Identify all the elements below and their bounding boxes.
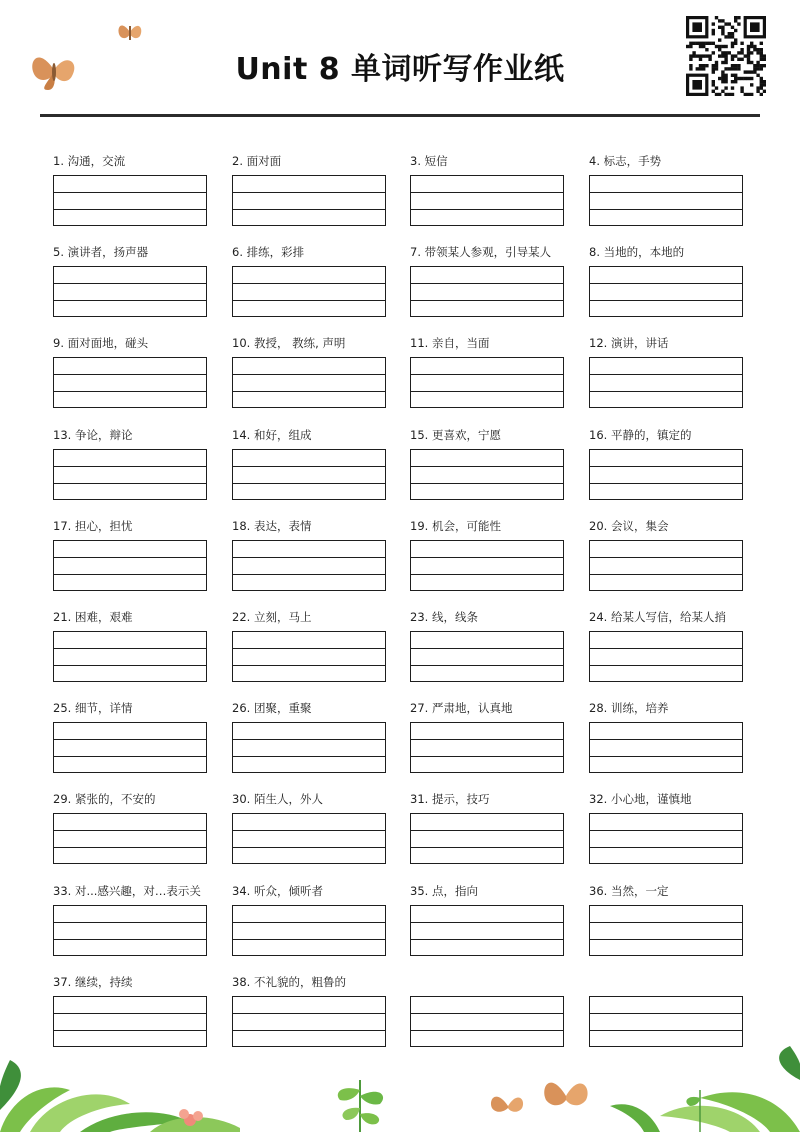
writing-line	[590, 665, 742, 666]
dictation-item	[232, 335, 386, 351]
answer-box[interactable]	[410, 266, 564, 317]
answer-box[interactable]	[589, 357, 743, 408]
answer-box[interactable]	[410, 449, 564, 500]
writing-line	[411, 648, 563, 649]
writing-line	[54, 847, 206, 848]
answer-box[interactable]	[232, 722, 386, 773]
dictation-item	[589, 335, 743, 351]
writing-line	[54, 466, 206, 467]
writing-line	[54, 391, 206, 392]
writing-line	[590, 922, 742, 923]
page-title: Unit 8 单词听写作业纸	[235, 52, 565, 87]
item-label: 11. 亲自，当面	[410, 336, 490, 351]
answer-box[interactable]	[53, 631, 207, 682]
dictation-item	[53, 244, 207, 260]
answer-box[interactable]	[589, 631, 743, 682]
writing-line	[233, 739, 385, 740]
writing-line	[54, 300, 206, 301]
dictation-item	[589, 791, 743, 807]
writing-line	[411, 192, 563, 193]
item-label: 2. 面对面	[232, 154, 282, 168]
answer-box[interactable]	[589, 996, 743, 1047]
dictation-item	[53, 974, 207, 990]
writing-line	[54, 209, 206, 210]
answer-box[interactable]	[232, 996, 386, 1047]
item-label: 14. 和好，组成	[232, 427, 312, 442]
answer-box[interactable]	[589, 813, 743, 864]
writing-line	[233, 1013, 385, 1014]
writing-line	[54, 574, 206, 575]
writing-line	[411, 665, 563, 666]
writing-line	[411, 756, 563, 757]
writing-line	[233, 665, 385, 666]
writing-line	[54, 1030, 206, 1031]
answer-box[interactable]	[53, 266, 207, 317]
answer-box[interactable]	[410, 905, 564, 956]
dictation-item	[589, 609, 743, 625]
writing-line	[233, 574, 385, 575]
writing-line	[54, 739, 206, 740]
writing-line	[590, 830, 742, 831]
writing-line	[54, 483, 206, 484]
answer-box[interactable]	[589, 905, 743, 956]
item-label: 16. 平静的，镇定的	[589, 427, 692, 442]
writing-line	[233, 391, 385, 392]
qr-code-icon	[686, 16, 766, 96]
writing-line	[411, 483, 563, 484]
writing-line	[411, 847, 563, 848]
writing-line	[411, 391, 563, 392]
item-label: 26. 团聚，重聚	[232, 701, 312, 716]
answer-box[interactable]	[53, 813, 207, 864]
answer-box[interactable]	[589, 266, 743, 317]
dictation-item	[232, 700, 386, 716]
writing-line	[411, 830, 563, 831]
dictation-item	[410, 609, 564, 625]
item-label: 38. 不礼貌的，粗鲁的	[232, 974, 346, 989]
dictation-item	[410, 518, 564, 534]
writing-line	[411, 922, 563, 923]
dictation-item	[53, 427, 207, 443]
dictation-item	[53, 518, 207, 534]
dictation-item	[410, 700, 564, 716]
item-label: 32. 小心地，谨慎地	[589, 792, 692, 807]
dictation-item	[232, 609, 386, 625]
writing-line	[54, 283, 206, 284]
dictation-item	[589, 883, 743, 899]
writing-line	[590, 466, 742, 467]
answer-box[interactable]	[410, 996, 564, 1047]
dictation-item	[232, 883, 386, 899]
dictation-item	[589, 244, 743, 260]
writing-line	[590, 648, 742, 649]
dictation-item	[589, 974, 743, 990]
dictation-item	[53, 153, 207, 169]
writing-line	[411, 739, 563, 740]
dictation-item	[410, 153, 564, 169]
writing-line	[54, 557, 206, 558]
writing-line	[233, 1030, 385, 1031]
answer-box[interactable]	[53, 996, 207, 1047]
dictation-item	[410, 427, 564, 443]
writing-line	[590, 483, 742, 484]
dictation-item	[410, 791, 564, 807]
writing-line	[233, 847, 385, 848]
writing-line	[233, 557, 385, 558]
butterfly-small-icon	[116, 18, 144, 46]
item-label: 31. 提示，技巧	[410, 792, 490, 807]
answer-box[interactable]	[53, 540, 207, 591]
item-label: 10. 教授， 教练, 声明	[232, 336, 346, 351]
item-label: 23. 线，线条	[410, 610, 478, 624]
item-label: 19. 机会，可能性	[410, 518, 501, 533]
dictation-item	[53, 335, 207, 351]
item-label: 33. 对...感兴趣，对…表示关	[53, 883, 201, 898]
writing-line	[590, 391, 742, 392]
answer-box[interactable]	[232, 631, 386, 682]
answer-box[interactable]	[232, 266, 386, 317]
item-label: 37. 继续，持续	[53, 974, 133, 989]
answer-box[interactable]	[410, 540, 564, 591]
answer-box[interactable]	[232, 540, 386, 591]
writing-line	[411, 557, 563, 558]
writing-line	[411, 939, 563, 940]
writing-line	[590, 192, 742, 193]
writing-line	[590, 939, 742, 940]
answer-box[interactable]	[53, 449, 207, 500]
writing-line	[54, 756, 206, 757]
writing-line	[590, 557, 742, 558]
answer-box[interactable]	[232, 813, 386, 864]
answer-box[interactable]	[53, 722, 207, 773]
answer-box[interactable]	[232, 357, 386, 408]
writing-line	[233, 756, 385, 757]
writing-line	[233, 374, 385, 375]
writing-line	[54, 830, 206, 831]
item-label: 9. 面对面地，碰头	[53, 336, 149, 351]
writing-line	[233, 300, 385, 301]
writing-line	[54, 939, 206, 940]
writing-line	[233, 939, 385, 940]
dictation-item	[410, 244, 564, 260]
dictation-item	[53, 700, 207, 716]
writing-line	[54, 922, 206, 923]
answer-box[interactable]	[232, 175, 386, 226]
item-label: 24. 给某人写信，给某人捎	[589, 610, 726, 624]
dictation-item	[232, 244, 386, 260]
dictation-item	[589, 427, 743, 443]
writing-line	[590, 1013, 742, 1014]
item-label: 3. 短信	[410, 154, 448, 168]
writing-line	[233, 830, 385, 831]
writing-line	[411, 574, 563, 575]
writing-line	[54, 192, 206, 193]
plant-decoration-icon	[0, 1040, 800, 1132]
dictation-item	[410, 335, 564, 351]
item-label: 20. 会议，集会	[589, 518, 669, 533]
dictation-item	[589, 518, 743, 534]
answer-box[interactable]	[410, 175, 564, 226]
writing-line	[233, 483, 385, 484]
item-label: 17. 担心，担忧	[53, 518, 133, 533]
writing-line	[233, 466, 385, 467]
answer-box[interactable]	[53, 905, 207, 956]
item-label: 36. 当然，一定	[589, 883, 669, 898]
writing-line	[590, 1030, 742, 1031]
dictation-item	[589, 153, 743, 169]
dictation-item	[589, 700, 743, 716]
answer-box[interactable]	[410, 357, 564, 408]
writing-line	[411, 300, 563, 301]
writing-line	[590, 283, 742, 284]
dictation-item	[53, 791, 207, 807]
item-label: 7. 带领某人参观，引导某人	[410, 245, 552, 260]
writing-line	[54, 665, 206, 666]
item-label: 18. 表达，表情	[232, 518, 312, 533]
writing-line	[54, 374, 206, 375]
dictation-item	[410, 883, 564, 899]
dictation-item	[53, 609, 207, 625]
writing-line	[233, 922, 385, 923]
item-label: 35. 点，指向	[410, 883, 478, 898]
writing-line	[54, 1013, 206, 1014]
item-label: 30. 陌生人，外人	[232, 792, 323, 807]
answer-box[interactable]	[232, 449, 386, 500]
item-label: 12. 演讲，讲话	[589, 336, 669, 351]
writing-line	[411, 209, 563, 210]
writing-line	[590, 756, 742, 757]
dictation-item	[232, 427, 386, 443]
writing-line	[411, 1013, 563, 1014]
writing-line	[590, 574, 742, 575]
writing-line	[233, 192, 385, 193]
answer-box[interactable]	[410, 722, 564, 773]
answer-box[interactable]	[589, 722, 743, 773]
writing-line	[411, 466, 563, 467]
item-label: 34. 听众，倾听者	[232, 883, 323, 898]
answer-box[interactable]	[589, 175, 743, 226]
item-label	[589, 974, 743, 990]
item-label: 27. 严肃地，认真地	[410, 701, 513, 716]
dictation-item	[232, 791, 386, 807]
item-label: 21. 困难，艰难	[53, 610, 133, 624]
item-label: 28. 训练，培养	[589, 701, 669, 716]
writing-line	[411, 374, 563, 375]
writing-line	[233, 648, 385, 649]
answer-box[interactable]	[232, 905, 386, 956]
item-label: 4. 标志，手势	[589, 154, 662, 168]
dictation-item	[232, 153, 386, 169]
writing-line	[411, 1030, 563, 1031]
writing-line	[590, 209, 742, 210]
item-label	[410, 974, 564, 990]
writing-line	[54, 648, 206, 649]
item-label: 25. 细节，详情	[53, 701, 133, 716]
dictation-item	[53, 883, 207, 899]
item-label: 15. 更喜欢，宁愿	[410, 427, 501, 442]
dictation-item	[410, 974, 564, 990]
dictation-item	[232, 518, 386, 534]
item-label: 5. 演讲者，扬声器	[53, 245, 149, 260]
writing-line	[590, 847, 742, 848]
item-label: 29. 紧张的，不安的	[53, 792, 156, 807]
answer-box[interactable]	[410, 813, 564, 864]
item-label: 6. 排练，彩排	[232, 245, 305, 260]
writing-line	[590, 374, 742, 375]
dictation-item	[232, 974, 386, 990]
answer-box[interactable]	[53, 175, 207, 226]
item-label: 22. 立刻，马上	[232, 610, 312, 624]
item-label: 8. 当地的，本地的	[589, 245, 685, 260]
writing-line	[411, 283, 563, 284]
answer-box[interactable]	[53, 357, 207, 408]
item-label: 1. 沟通，交流	[53, 154, 126, 168]
answer-box[interactable]	[589, 540, 743, 591]
writing-line	[233, 209, 385, 210]
writing-line	[590, 739, 742, 740]
item-label: 13. 争论，辩论	[53, 427, 133, 442]
title-underline	[40, 114, 760, 117]
writing-line	[590, 300, 742, 301]
answer-box[interactable]	[410, 631, 564, 682]
writing-line	[233, 283, 385, 284]
answer-box[interactable]	[589, 449, 743, 500]
